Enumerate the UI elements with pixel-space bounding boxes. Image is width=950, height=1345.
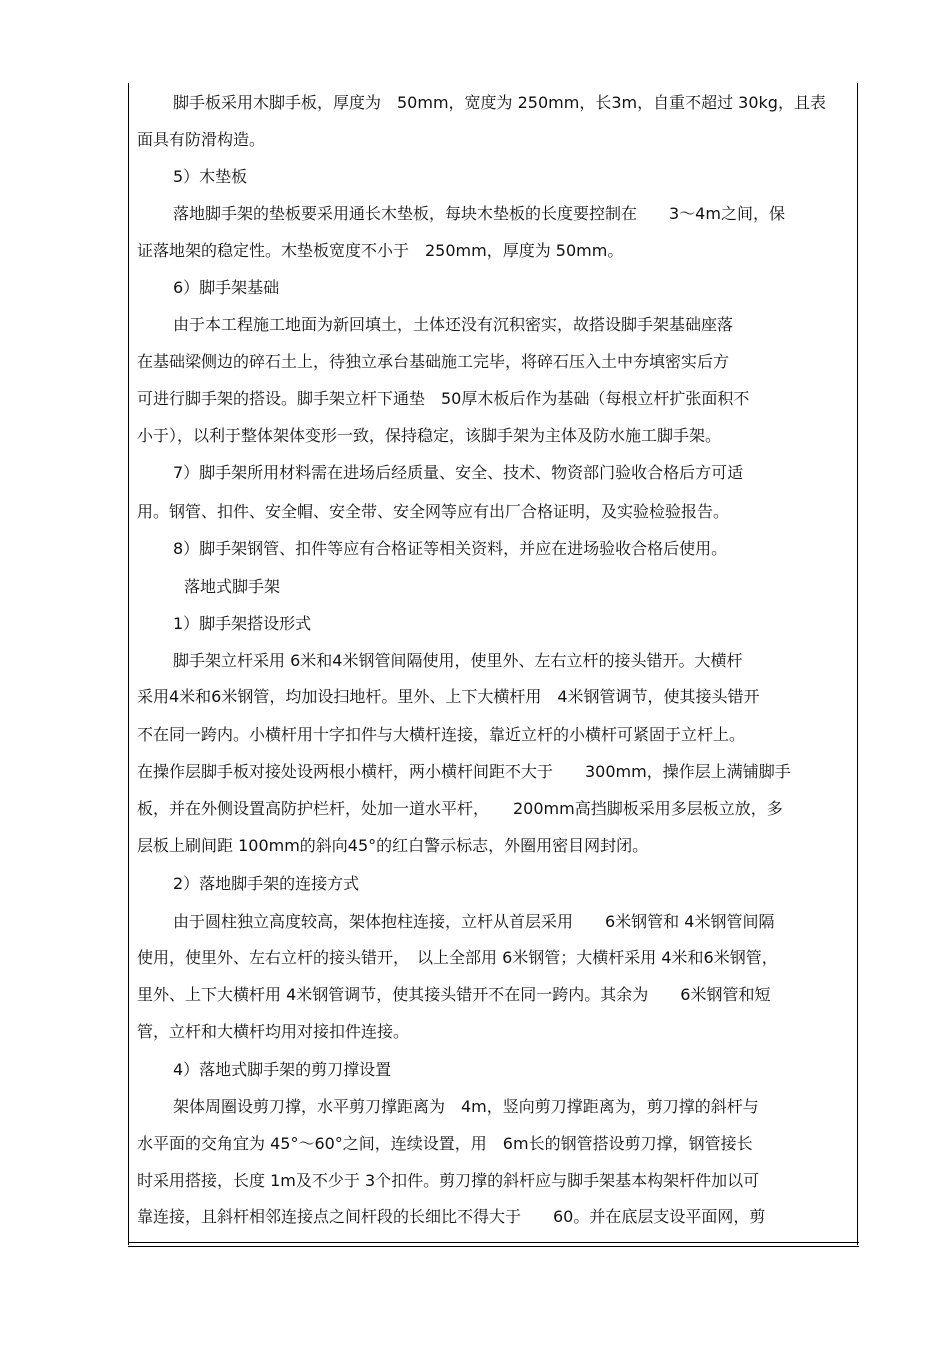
paragraph-line: 落地脚手架的垫板要采用通长木垫板，每块木垫板的长度要控制在 3～4m之间，保	[173, 204, 785, 223]
paragraph-line: 证落地架的稳定性。木垫板宽度不小于 250mm，厚度为 50mm。	[137, 241, 624, 260]
section-heading: 1）脚手架搭设形式	[173, 614, 312, 633]
paragraph-line: 小于），以利于整体架体变形一致，保持稳定，该脚手架为主体及防水施工脚手架。	[137, 426, 722, 445]
paragraph-line: 靠连接，且斜杆相邻连接点之间杆段的长细比不得大于 60。并在底层支设平面网，剪	[137, 1207, 766, 1226]
section-heading: 5）木垫板	[173, 167, 248, 186]
paragraph-line: 采用4米和6米钢管，均加设扫地杆。里外、上下大横杆用 4米钢管调节，使其接头错开	[137, 687, 760, 706]
paragraph-line: 使用，使里外、左右立杆的接头错开， 以上全部用 6米钢管；大横杆采用 4米和6米钢管，	[137, 948, 778, 967]
paragraph-line: 在基础梁侧边的碎石土上，待独立承台基础施工完毕，将碎石压入土中夯填密实后方	[137, 352, 730, 371]
paragraph-line: 在操作层脚手板对接处设两根小横杆，两小横杆间距不大于 300mm，操作层上满铺脚手	[137, 762, 791, 781]
paragraph-line: 由于本工程施工地面为新回填土，土体还没有沉积密实，故搭设脚手架基础座落	[173, 315, 734, 334]
table-bottom-rule-double	[128, 1246, 859, 1247]
paragraph-line: 管，立杆和大横杆均用对接扣件连接。	[137, 1022, 410, 1041]
paragraph-line: 层板上刷间距 100mm的斜向45°的红白警示标志，外圈用密目网封闭。	[137, 836, 649, 855]
paragraph-line: 板，并在外侧设置高防护栏杆，处加一道水平杆， 200mm高挡脚板采用多层板立放，多	[137, 799, 783, 818]
paragraph-line: 8）脚手架钢管、扣件等应有合格证等相关资料，并应在进场验收合格后使用。	[173, 539, 728, 558]
section-heading: 6）脚手架基础	[173, 278, 280, 297]
paragraph-line: 由于圆柱独立高度较高，架体抱柱连接，立杆从首层采用 6米钢管和 4米钢管间隔	[173, 912, 775, 931]
paragraph-line: 时采用搭接，长度 1m及不少于 3个扣件。剪刀撑的斜杆应与脚手架基本构架杆件加以可	[137, 1171, 760, 1190]
paragraph-line: 水平面的交角宜为 45°～60°之间，连续设置，用 6m长的钢管搭设剪刀撑，钢管接长	[137, 1134, 753, 1153]
paragraph-line: 7）脚手架所用材料需在进场后经质量、安全、技术、物资部门验收合格后方可适	[173, 463, 744, 482]
paragraph-line: 用。钢管、扣件、安全帽、安全带、安全网等应有出厂合格证明，及实验检验报告。	[137, 502, 730, 521]
paragraph-line: 不在同一跨内。小横杆用十字扣件与大横杆连接，靠近立杆的小横杆可紧固于立杆上。	[137, 725, 746, 744]
paragraph-line: 里外、上下大横杆用 4米钢管调节，使其接头错开不在同一跨内。其余为 6米钢管和短	[137, 985, 771, 1004]
paragraph-line: 面具有防滑构造。	[137, 130, 266, 149]
paragraph-line: 可进行脚手架的搭设。脚手架立杆下通垫 50厚木板后作为基础（每根立杆扩张面积不	[137, 389, 750, 408]
section-heading: 2）落地脚手架的连接方式	[173, 874, 360, 893]
paragraph-line: 脚手板采用木脚手板，厚度为 50mm，宽度为 250mm，长3m，自重不超过 30kg，且表	[173, 93, 826, 112]
paragraph-line: 脚手架立杆采用 6米和4米钢管间隔使用，使里外、左右立杆的接头错开。大横杆	[173, 651, 743, 670]
section-heading: 4）落地式脚手架的剪刀撑设置	[173, 1060, 392, 1079]
section-title: 落地式脚手架	[184, 577, 281, 596]
paragraph-line: 架体周圈设剪刀撑，水平剪刀撑距离为 4m，竖向剪刀撑距离为，剪刀撑的斜杆与	[173, 1097, 759, 1116]
table-bottom-rule	[128, 1242, 859, 1243]
